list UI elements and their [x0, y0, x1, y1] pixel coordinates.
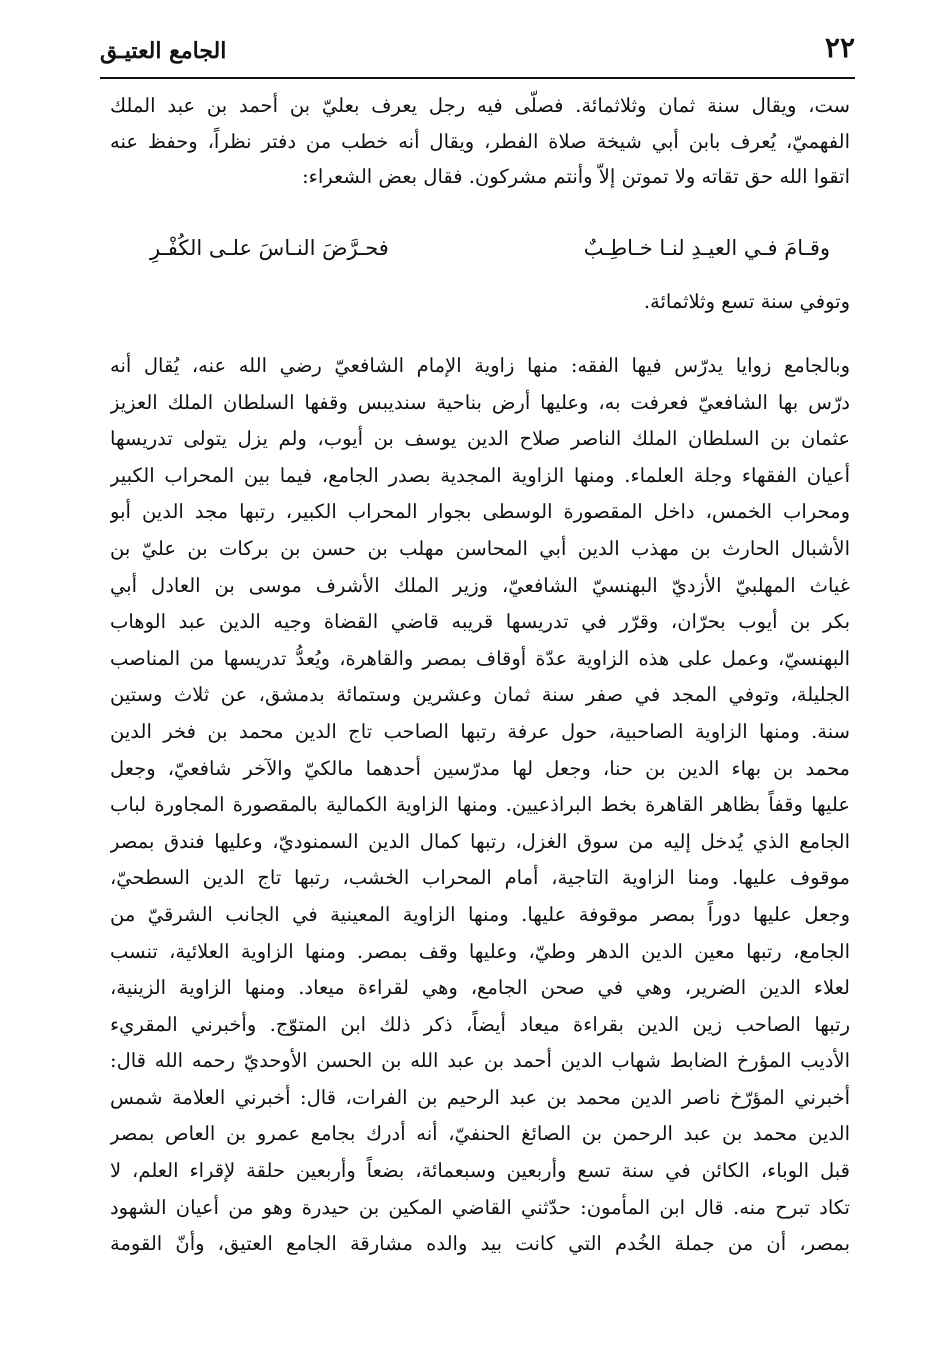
text-line: بكر بن أيوب بحرّان، وقرّر في تدريسها قريبه قاضي القضاة وجيه الدين عبد الوهاب [110, 610, 850, 634]
text-line: درّس بها الشافعيّ فعرفت به، وعليها أرض بناحية سنديبس وقفها السلطان الملك العزيز [110, 390, 850, 414]
text-line: لعلاء الدين الضرير، وهي في صحن الجامع، وهي لقراءة ميعاد. ومنها الزاوية الزينية، [110, 976, 850, 1000]
verse-first-hemistich: وقـامَ فـي العيـدِ لنـا خـاطِـبٌ [583, 236, 830, 260]
text-line: الجليلة، وتوفي المجد في صفر سنة ثمان وعشرين وستمائة بدمشق، عن ثلاث وستين [110, 683, 850, 707]
text-line: قبل الوباء، الكائن في سنة تسع وأربعين وسبعمائة، بضعاً وأربعين حلقة لإقراء العلم، لا [110, 1159, 850, 1183]
header-rule [100, 77, 855, 79]
page-header [100, 30, 855, 76]
text-line: أعيان الفقهاء وجلة العلماء. ومنها الزاوية المجدية بصدر الجامع، فيما بين المحراب الكبير [110, 463, 850, 487]
text-line: تكاد تبرح منه. قال ابن المأمون: حدّثني القاضي المكين بن حيدرة وهو من أعيان الشهود [110, 1195, 850, 1219]
text-line: وبالجامع زوايا يدرّس فيها الفقه: منها زاوية الإمام الشافعيّ رضي الله عنه، يُقال أنه [110, 354, 850, 377]
text-line: الدين محمد بن عبد الرحمن بن الصائغ الحنفيّ، أنه أدرك بجامع عمرو بن العاص بمصر [110, 1122, 850, 1146]
text-line: موقوف عليها. ومنا الزاوية التاجية، أمام المحراب الخشب، رتبها تاج الدين السطحيّ، [110, 866, 850, 890]
text-line: سنة. ومنها الزاوية الصاحبية، حول عرفة رتبها الصاحب تاج الدين محمد بن فخر الدين [110, 719, 850, 743]
text-line: الأشبال الحارث بن مهذب الدين أبي المحاسن مهلب بن حسن بن بركات بن عليّ بن [110, 536, 850, 560]
paragraph-after-verse [110, 284, 850, 320]
text-line: عليها وقفاً بظاهر القاهرة بخط البراذعيين. ومنها الزاوية الكمالية بالمقصورة المجاورة لباب [110, 793, 850, 817]
text-line: محمد بن بهاء الدين بن حنا، وجعل لها مدرّسين أحدهما مالكيّ والآخر شافعيّ، وجعل [110, 756, 850, 780]
text-line: ومحراب الخمس، داخل المقصورة الوسطى بجوار المحراب الكبير، رتبها مجد الدين أبو [110, 500, 850, 524]
text-line: وتوفي سنة تسع وثلاثمائة. [643, 290, 850, 313]
text-line: الأديب المؤرخ الضابط شهاب الدين أحمد بن عبد الله بن الحسن الأوحديّ رحمه الله قال: [110, 1049, 850, 1073]
text-line: بمصر، أن من جملة الخُدم التي كانت بيد والده مشارقة الجامع العتيق، وأنّ القومة [110, 1232, 850, 1256]
text-line: الفهميّ، يُعرف بابن أبي شيخة صلاة الفطر، ويقال أنه خطب من دفتر نظراً، وحفظ عنه [110, 129, 850, 153]
paragraph-zawaya [110, 348, 850, 1263]
text-line: اتقوا الله حق تقاته ولا تموتن إلاّ وأنتم مشركون. فقال بعض الشعراء: [302, 165, 850, 188]
running-title: الجامع العتيـق [100, 38, 227, 64]
paragraph-intro [110, 88, 850, 195]
text-line: البهنسيّ، وعمل على هذه الزاوية عدّة أوقاف بمصر والقاهرة، ويُعدُّ تدريسها من المناصب [110, 646, 850, 670]
text-line: وجعل عليها دوراً بمصر موقوفة عليها. ومنها الزاوية المعينية في الجانب الشرقيّ من [110, 902, 850, 926]
text-line: أخبرني المؤرّخ ناصر الدين محمد بن عبد الرحيم بن الفرات، قال: أخبرني العلامة شمس [110, 1085, 850, 1109]
text-line: عثمان بن السلطان الملك الناصر صلاح الدين يوسف بن أيوب، ولم يزل يتولى تدريسها [110, 427, 850, 451]
poetry-verse [150, 228, 830, 268]
page-number: ٢٢ [824, 31, 855, 64]
text-line: ست، ويقال سنة ثمان وثلاثمائة. فصلّى فيه رجل يعرف بعليّ بن أحمد بن عبد الملك [110, 94, 850, 117]
text-line: الجامع، رتبها معين الدين الدهر وطيّ، وعليها وقف بمصر. ومنها الزاوية العلائية، تنسب [110, 939, 850, 963]
text-line: غياث المهلبيّ الأزديّ البهنسيّ الشافعيّ، وزير الملك الأشرف موسى بن العادل أبي [110, 573, 850, 597]
text-line: رتبها الصاحب زين الدين بقراءة ميعاد أيضاً، ذكر ذلك ابن المتوّج. وأخبرني المقريء [110, 1012, 850, 1036]
text-line: الجامع الذي يُدخل إليه من سوق الغزل، رتبها كمال الدين السمنوديّ، وعليها فندق بمصر [110, 829, 850, 853]
verse-second-hemistich: فحـرَّضَ النـاسَ علـى الكُفْـرِ [150, 236, 389, 260]
